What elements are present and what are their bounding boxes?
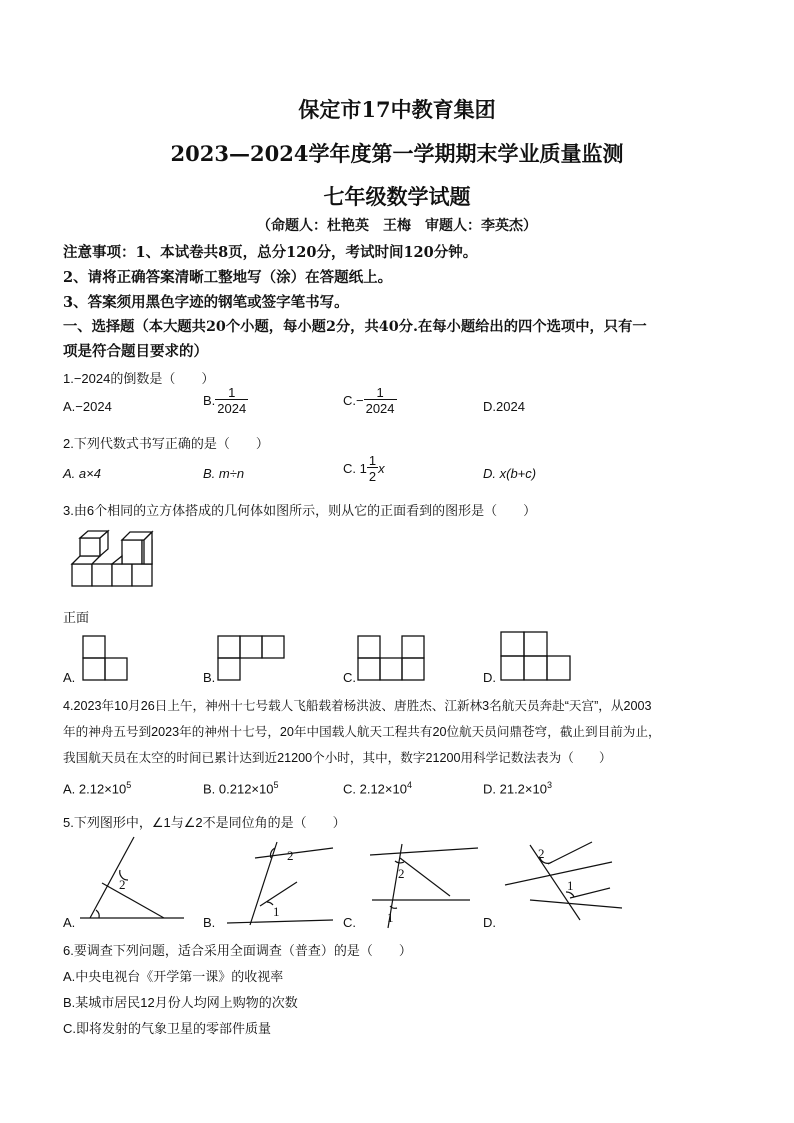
- q4-option-d: D. $21.2\times 10^3$: [483, 780, 552, 797]
- q5-option-b-figure: [215, 840, 335, 930]
- q3-solid-figure: [68, 528, 158, 594]
- q1-stem: 1.−2024的倒数是（ ）: [63, 371, 215, 386]
- note-3: 3、答案须用黑色字迹的钢笔或签字笔书写。: [63, 294, 349, 311]
- q4-option-c: C. $2.12\times 10^4$: [343, 780, 412, 797]
- q4-line-3: 我国航天员在太空的时间已累计达到近21200个小时，其中，数字21200用科学记数法表为（ ）: [63, 751, 612, 765]
- q4-option-b: B. $0.212\times 10^5$: [203, 780, 279, 797]
- q1-option-a: A.−2024: [63, 399, 112, 414]
- q2-stem: 2.下列代数式书写正确的是（ ）: [63, 436, 269, 451]
- q6-option-a: A.中央电视台《开学第一课》的收视率: [63, 969, 284, 984]
- q1-option-b: B. $\frac{1}{2024}$: [203, 385, 247, 416]
- q2-option-b: B. m÷n: [203, 466, 245, 481]
- q3-option-b-label: B.: [203, 670, 216, 685]
- q4-line-1: 4.2023年10月26日上午，神州十七号载人飞船载着杨洪波、唐胜杰、江新林3名航天员奔赴“天宫”，从2003: [63, 699, 652, 713]
- q1-option-c: C.− $\frac{1}{2024}$: [343, 385, 395, 416]
- q2-option-c: C. 1 $\frac{1}{2}$ x: [343, 453, 385, 484]
- q3-option-a-label: A.: [63, 670, 76, 685]
- q2-option-a: A. a×4: [63, 466, 101, 481]
- q2-option-d: D. x(b+c): [483, 466, 537, 481]
- q5-option-c-label: C.: [343, 915, 356, 930]
- section-heading-line1: 一、选择题（本大题共20个小题，每小题2分，共40分.在每小题给出的四个选项中，只有一: [63, 319, 647, 335]
- q3-option-c-label: C.: [343, 670, 356, 685]
- q5-b-angle-2: 2: [287, 848, 294, 863]
- q4-line-2: 年的神舟五号到2023年的神州十七号，20年中国载人航天工程共有20位航天员问鼎苍穹，截止到目前为止，: [63, 725, 661, 739]
- q5-option-d-figure: [500, 840, 630, 930]
- note-1: 注意事项：1、本试卷共8页，总分120分，考试时间120分钟。: [63, 244, 478, 261]
- note-2: 2、请将正确答案清晰工整地写（涂）在答题纸上。: [63, 269, 393, 286]
- q3-stem: 3.由6个相同的立方体搭成的几何体如图所示，则从它的正面看到的图形是（ ）: [63, 503, 537, 518]
- q6-option-c: C.即将发射的气象卫星的零部件质量: [63, 1021, 272, 1036]
- q5-d-angle-2: 2: [538, 846, 545, 861]
- q3-front-label: 正面: [63, 610, 90, 625]
- q5-b-angle-1: 1: [273, 904, 280, 919]
- q1-option-d: D.2024: [483, 399, 525, 414]
- subject-title: 七年级数学试题: [323, 184, 471, 209]
- exam-title: 2023—2024学年度第一学期期末学业质量监测: [170, 141, 624, 166]
- authors-line: （命题人：杜艳英 王梅 审题人：李英杰）: [257, 218, 537, 234]
- q4-option-a: A. $2.12\times 10^5$: [63, 780, 132, 797]
- q5-option-b-label: B.: [203, 915, 216, 930]
- q5-option-a-figure: [72, 835, 187, 925]
- q5-option-d-label: D.: [483, 915, 496, 930]
- section-heading-line2: 项是符合题目要求的）: [63, 343, 208, 360]
- q5-option-c-figure: [360, 840, 480, 930]
- q5-c-angle-1: 1: [387, 910, 394, 925]
- q5-d-angle-1: 1: [567, 878, 574, 893]
- q5-option-a-label: A.: [63, 915, 76, 930]
- q5-c-angle-2: 2: [398, 866, 405, 881]
- q5-stem: 5.下列图形中，∠1与∠2不是同位角的是（ ）: [63, 815, 346, 830]
- q5-a-angle-2: 2: [119, 877, 126, 892]
- q3-option-d-label: D.: [483, 670, 496, 685]
- school-title: 保定市17中教育集团: [298, 97, 496, 122]
- q6-stem: 6.要调查下列问题，适合采用全面调查（普查）的是（ ）: [63, 943, 412, 958]
- q3-option-d-figure: [500, 631, 574, 681]
- q3-option-c-figure: [357, 635, 427, 681]
- q3-option-b-figure: [217, 635, 287, 681]
- q6-option-b: B.某城市居民12月份人均网上购物的次数: [63, 995, 298, 1010]
- q3-option-a-figure: [82, 635, 132, 681]
